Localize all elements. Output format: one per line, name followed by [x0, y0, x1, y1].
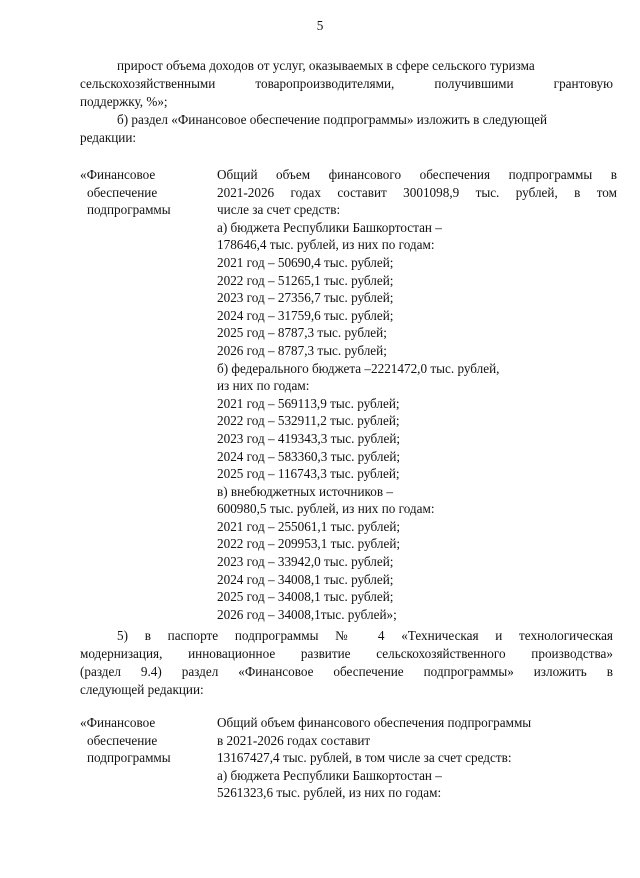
table1-right-line: 2024 год – 34008,1 тыс. рублей; [217, 571, 394, 587]
table1-right-line: б) федерального бюджета –2221472,0 тыс. рублей, [217, 360, 500, 376]
intro-line-2: сельскохозяйственными товаропроизводителями, получившими грантовую [80, 76, 613, 91]
table2-left-line: обеспечение [87, 732, 158, 748]
table1-right-line: 2024 год – 31759,6 тыс. рублей; [217, 307, 394, 323]
table1-right-line: 2021 год – 50690,4 тыс. рублей; [217, 254, 394, 270]
table1-right-line: 2022 год – 532911,2 тыс. рублей; [217, 413, 400, 429]
item-5-line-2: модернизация, инновационное развитие сельскохозяйственного производства» [80, 646, 613, 661]
table2-right-line: 13167427,4 тыс. рублей, в том числе за счет средств: [217, 750, 512, 766]
table1-left-line: обеспечение [87, 184, 158, 200]
table1-right-line: 2025 год – 34008,1 тыс. рублей; [217, 589, 394, 605]
table1-right-line: 2025 год – 116743,3 тыс. рублей; [217, 466, 400, 482]
table2-right-cell [217, 714, 617, 802]
item-5-line-3: (раздел 9.4) раздел «Финансовое обеспечение подпрограммы» изложить в [80, 664, 613, 679]
table2-right-line: а) бюджета Республики Башкортостан – [217, 767, 442, 783]
table1-right-line: Общий объем финансового обеспечения подпрограммы в [217, 167, 617, 182]
table2-right-line: в 2021-2026 годах составит [217, 732, 371, 748]
table1-right-line: 2025 год – 8787,3 тыс. рублей; [217, 325, 387, 341]
table1-right-line: 2023 год – 419343,3 тыс. рублей; [217, 430, 401, 446]
table1-left-cell [80, 166, 200, 219]
table1-right-line: из них по годам: [217, 378, 310, 394]
table1-right-line: 2026 год – 34008,1тыс. рублей»; [217, 606, 397, 622]
table1-right-line: числе за счет средств: [217, 202, 341, 218]
table1-right-line: 178646,4 тыс. рублей, из них по годам: [217, 237, 435, 253]
item-5-line-4: следующей редакции: [80, 682, 204, 697]
table1-right-line: 2023 год – 33942,0 тыс. рублей; [217, 554, 394, 570]
table2-right-line: Общий объем финансового обеспечения подпрограммы [217, 715, 532, 730]
table1-right-line: 2022 год – 51265,1 тыс. рублей; [217, 272, 394, 288]
table1-right-line: 2021-2026 годах составит 3001098,9 тыс. рублей, в том [217, 184, 617, 200]
item-5-line-1-text: 5) в паспорте подпрограммы № 4 «Техническая и технологическая [117, 628, 613, 643]
table1-left-line: подпрограммы [87, 202, 171, 218]
item-b-line-2: редакции: [80, 130, 137, 145]
table2-left-cell [80, 714, 200, 767]
table2-right-line: 5261323,6 тыс. рублей, из них по годам: [217, 785, 442, 801]
table1-right-line: 2026 год – 8787,3 тыс. рублей; [217, 342, 387, 358]
page-number: 5 [316, 18, 324, 33]
table2-left-line: подпрограммы [87, 750, 171, 766]
item-b-line-1: б) раздел «Финансовое обеспечение подпрограммы» изложить в следующей [117, 112, 548, 127]
table1-right-line: 2024 год – 583360,3 тыс. рублей; [217, 448, 401, 464]
table1-right-line: 2022 год – 209953,1 тыс. рублей; [217, 536, 401, 552]
table1-right-line: 600980,5 тыс. рублей, из них по годам: [217, 501, 435, 517]
table1-right-line: в) внебюджетных источников – [217, 483, 393, 499]
table1-left-line: «Финансовое [80, 167, 156, 182]
intro-line-3: поддержку, %»; [80, 94, 168, 109]
table1-right-line: 2021 год – 255061,1 тыс. рублей; [217, 518, 401, 534]
item-5-line-1 [117, 627, 613, 645]
table1-right-line: а) бюджета Республики Башкортостан – [217, 219, 442, 235]
table1-right-cell [217, 166, 617, 623]
table1-right-line: 2021 год – 569113,9 тыс. рублей; [217, 395, 400, 411]
table1-right-line: 2023 год – 27356,7 тыс. рублей; [217, 290, 394, 306]
intro-line-1: прирост объема доходов от услуг, оказываемых в сфере сельского туризма [117, 58, 535, 73]
table2-left-line: «Финансовое [80, 715, 156, 730]
